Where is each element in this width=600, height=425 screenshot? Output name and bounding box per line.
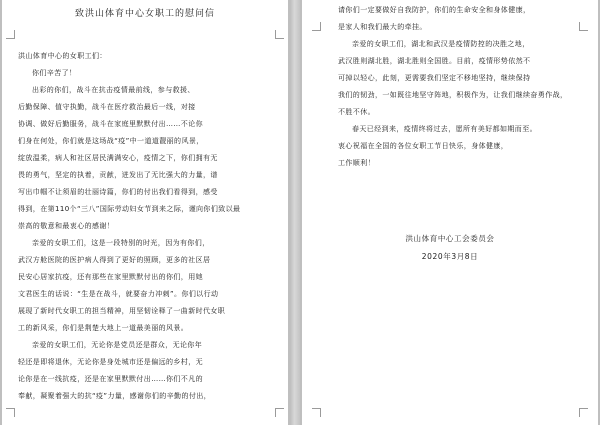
text-line: 文君医生的话说：“生是在战斗，就要奋力冲刺”。你们以行动 — [18, 290, 219, 298]
text-line: 奉献，凝聚着强大的抗“疫”力量，感谢你们的辛勤的付出， — [18, 392, 212, 400]
document-page-left — [2, 0, 288, 425]
crop-mark — [312, 22, 321, 31]
text-line: 绽放温柔，病人和社区居民满满安心，疫情之下，你们拥有无 — [18, 154, 218, 162]
text-line: 民安心居家抗疫，还有那些在家里默默付出的你们，用她 — [18, 273, 203, 281]
text-line: 亲爱的女职工们，这是一段特别的时光，因为有你们， — [32, 239, 210, 247]
text-line: 畏的勇气，坚定的执着，贡献，迸发出了无比强大的力量，谱 — [18, 171, 218, 179]
page-gutter — [290, 0, 300, 425]
text-line: 武汉胜则湖北胜，湖北胜则全国胜。目前，疫情形势依然不 — [338, 57, 531, 65]
text-line: 们身在何处，你们就是这场战“疫”中一道道靓丽的风景， — [18, 137, 204, 145]
crop-mark — [312, 408, 321, 417]
text-line: 你们辛苦了！ — [32, 69, 77, 77]
crop-mark — [6, 408, 15, 417]
text-line: 请你们一定要做好自我防护，你们的生命安全和身体健康， — [338, 6, 531, 14]
text-line: 写出巾帼不让须眉的壮丽诗篇，你们的付出我们看得到，感受 — [18, 188, 218, 196]
text-line: 崇高的敬意和最衷心的感谢！ — [18, 222, 115, 230]
crop-mark — [579, 408, 588, 417]
text-line: 工作顺利！ — [338, 159, 375, 167]
crop-mark — [275, 30, 284, 39]
crop-mark — [275, 408, 284, 417]
text-line: 可掉以轻心，此刻，更需要我们坚定不移地坚持，继续保持 — [338, 74, 531, 82]
text-line: 我们的韧劲，一如既往地坚守阵地，积极作为，让我们继续奋勇作战， — [338, 91, 568, 99]
signature-organization: 洪山体育中心工会委员会 — [405, 234, 495, 243]
text-line: 是家人和我们最大的牵挂。 — [338, 23, 427, 31]
text-line: 出彩的你们，战斗在抗击疫情最前线，参与救援、 — [32, 86, 195, 94]
text-line: 论你是在一线抗疫，还是在家里默默付出……你们不凡的 — [18, 375, 203, 383]
text-line: 协调、做好后勤服务，战斗在家庭里默默付出……不论你 — [18, 120, 203, 128]
text-line: 亲爱的女职工们，湖北和武汉是疫情防控的决胜之地， — [352, 40, 530, 48]
letter-body-right — [338, 2, 582, 172]
text-line: 春天已经到来，疫情终将过去，愿所有美好都如期而至。 — [352, 125, 537, 133]
text-line: 衷心祝福在全国的各位女职工节日快乐，身体健康， — [338, 142, 509, 150]
text-line: 展现了新时代女职工的担当精神，用坚韧诠释了一曲新时代女职 — [18, 307, 226, 315]
signature-date: 2020年3月8日 — [421, 252, 479, 261]
text-line: 武汉方舱医院的医护病人得到了更好的照顾，更多的社区居 — [18, 256, 211, 264]
document-page-right — [302, 0, 598, 425]
text-line: 不胜不休。 — [338, 108, 375, 116]
text-line: 后勤保障、值守执勤，战斗在医疗救治最后一线，对接 — [18, 103, 196, 111]
text-line: 轻还是即将退休，无论你是身处城市还是偏远的乡村，无 — [18, 358, 203, 366]
text-line: 亲爱的女职工们，无论你是党员还是群众，无论你年 — [32, 341, 203, 349]
letter-body-left — [18, 48, 276, 405]
text-line: 工的新风采，你们是荆楚大地上一道最美丽的风景。 — [18, 324, 189, 332]
text-line: 洪山体育中心的女职工们： — [18, 52, 107, 60]
crop-mark — [6, 30, 15, 39]
document-title: 致洪山体育中心女职工的慰问信 — [74, 9, 215, 19]
text-line: 得到，在第110个“三八”国际劳动妇女节到来之际，谨向你们致以最 — [18, 205, 241, 213]
